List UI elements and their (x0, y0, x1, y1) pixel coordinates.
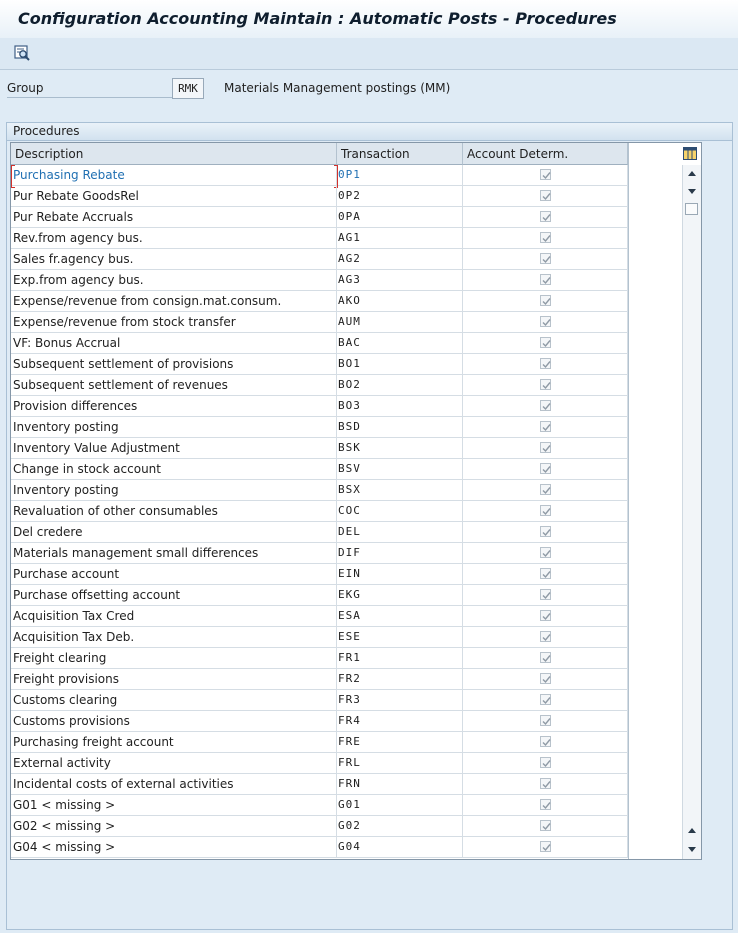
table-row[interactable] (11, 543, 628, 564)
table-row[interactable] (11, 669, 628, 690)
table-row[interactable] (11, 606, 628, 627)
cell-account-determ (463, 186, 628, 206)
cell-transaction[interactable]: G02 (337, 816, 463, 836)
cell-transaction[interactable]: AG2 (337, 249, 463, 269)
cell-transaction[interactable]: G04 (337, 837, 463, 857)
table-row[interactable] (11, 249, 628, 270)
cell-account-determ (463, 795, 628, 815)
panel-title: Procedures (13, 124, 80, 138)
cell-description[interactable]: Del credere (11, 522, 337, 542)
account-determ-checkbox[interactable] (540, 736, 551, 747)
cell-account-determ (463, 606, 628, 626)
account-determ-checkbox[interactable] (540, 694, 551, 705)
display-detail-icon[interactable] (12, 43, 32, 63)
cell-description[interactable]: Freight clearing (11, 648, 337, 668)
cell-description[interactable]: Subsequent settlement of revenues (11, 375, 337, 395)
account-determ-checkbox[interactable] (540, 337, 551, 348)
cell-description[interactable]: Purchasing Rebate (11, 165, 337, 185)
cell-transaction[interactable]: DIF (337, 543, 463, 563)
cell-description[interactable]: G01 < missing > (11, 795, 337, 815)
selection-marker-right (334, 165, 338, 188)
cell-account-determ (463, 480, 628, 500)
cell-transaction[interactable]: AG3 (337, 270, 463, 290)
group-label: Group (7, 81, 44, 95)
scroll-up-icon[interactable] (686, 168, 698, 180)
cell-transaction[interactable]: 0P2 (337, 186, 463, 206)
table-rows (11, 165, 628, 858)
cell-description[interactable]: Rev.from agency bus. (11, 228, 337, 248)
account-determ-checkbox[interactable] (540, 820, 551, 831)
table-row[interactable] (11, 585, 628, 606)
account-determ-checkbox[interactable] (540, 295, 551, 306)
account-determ-checkbox[interactable] (540, 358, 551, 369)
account-determ-checkbox[interactable] (540, 757, 551, 768)
cell-account-determ (463, 312, 628, 332)
scroll-down-icon[interactable] (686, 185, 698, 197)
cell-account-determ (463, 375, 628, 395)
cell-description[interactable]: G04 < missing > (11, 837, 337, 857)
cell-transaction[interactable]: AKO (337, 291, 463, 311)
cell-account-determ (463, 333, 628, 353)
account-determ-checkbox[interactable] (540, 484, 551, 495)
cell-description[interactable]: Inventory posting (11, 480, 337, 500)
account-determ-checkbox[interactable] (540, 799, 551, 810)
cell-transaction[interactable]: FR4 (337, 711, 463, 731)
table-row[interactable] (11, 417, 628, 438)
table-row[interactable] (11, 795, 628, 816)
table-row[interactable] (11, 270, 628, 291)
cell-account-determ (463, 228, 628, 248)
cell-transaction[interactable]: G01 (337, 795, 463, 815)
procedures-table (10, 142, 702, 860)
table-row[interactable] (11, 690, 628, 711)
page-down-icon[interactable] (686, 843, 698, 855)
cell-transaction[interactable]: ESE (337, 627, 463, 647)
account-determ-checkbox[interactable] (540, 652, 551, 663)
table-row[interactable] (11, 375, 628, 396)
account-determ-checkbox[interactable] (540, 232, 551, 243)
cell-description[interactable]: Revaluation of other consumables (11, 501, 337, 521)
cell-transaction[interactable]: DEL (337, 522, 463, 542)
account-determ-checkbox[interactable] (540, 778, 551, 789)
cell-account-determ (463, 438, 628, 458)
cell-account-determ (463, 690, 628, 710)
cell-account-determ (463, 291, 628, 311)
cell-description[interactable]: Purchase offsetting account (11, 585, 337, 605)
vertical-scrollbar[interactable] (682, 165, 702, 859)
cell-transaction[interactable]: BAC (337, 333, 463, 353)
group-field[interactable]: RMK (172, 78, 204, 99)
table-row[interactable] (11, 396, 628, 417)
table-row[interactable] (11, 207, 628, 228)
column-header-description[interactable]: Description (11, 143, 337, 165)
cell-transaction[interactable]: BO3 (337, 396, 463, 416)
cell-account-determ (463, 501, 628, 521)
selection-marker-left (11, 165, 15, 188)
panel-header (7, 123, 732, 141)
account-determ-checkbox[interactable] (540, 379, 551, 390)
cell-account-determ (463, 249, 628, 269)
cell-description[interactable]: Subsequent settlement of provisions (11, 354, 337, 374)
cell-transaction[interactable]: EIN (337, 564, 463, 584)
cell-transaction[interactable]: 0PA (337, 207, 463, 227)
account-determ-checkbox[interactable] (540, 568, 551, 579)
cell-description[interactable]: Provision differences (11, 396, 337, 416)
account-determ-checkbox[interactable] (540, 715, 551, 726)
table-row[interactable] (11, 564, 628, 585)
cell-description[interactable]: Acquisition Tax Deb. (11, 627, 337, 647)
cell-account-determ (463, 396, 628, 416)
cell-account-determ (463, 417, 628, 437)
cell-account-determ (463, 459, 628, 479)
cell-transaction[interactable]: AG1 (337, 228, 463, 248)
account-determ-checkbox[interactable] (540, 211, 551, 222)
account-determ-checkbox[interactable] (540, 190, 551, 201)
cell-transaction[interactable]: FRE (337, 732, 463, 752)
table-row[interactable] (11, 354, 628, 375)
cell-description[interactable]: Acquisition Tax Cred (11, 606, 337, 626)
cell-transaction[interactable]: FRN (337, 774, 463, 794)
cell-description[interactable]: Exp.from agency bus. (11, 270, 337, 290)
cell-description[interactable]: Freight provisions (11, 669, 337, 689)
cell-description[interactable]: Inventory posting (11, 417, 337, 437)
account-determ-checkbox[interactable] (540, 253, 551, 264)
cell-description[interactable]: Customs provisions (11, 711, 337, 731)
page-up-icon[interactable] (686, 825, 698, 837)
cell-description[interactable]: Materials management small differences (11, 543, 337, 563)
account-determ-checkbox[interactable] (540, 526, 551, 537)
cell-description[interactable]: Pur Rebate Accruals (11, 207, 337, 227)
table-row[interactable] (11, 753, 628, 774)
table-row[interactable] (11, 186, 628, 207)
cell-transaction[interactable]: BSV (337, 459, 463, 479)
table-row[interactable] (11, 816, 628, 837)
table-row[interactable] (11, 312, 628, 333)
account-determ-checkbox[interactable] (540, 316, 551, 327)
cell-description[interactable]: Change in stock account (11, 459, 337, 479)
cell-account-determ (463, 522, 628, 542)
table-row[interactable] (11, 459, 628, 480)
account-determ-checkbox[interactable] (540, 610, 551, 621)
account-determ-checkbox[interactable] (540, 547, 551, 558)
cell-account-determ (463, 270, 628, 290)
table-row[interactable] (11, 711, 628, 732)
table-row[interactable] (11, 165, 628, 186)
scroll-thumb[interactable] (685, 203, 698, 215)
cell-transaction[interactable]: ESA (337, 606, 463, 626)
cell-account-determ (463, 354, 628, 374)
table-row[interactable] (11, 627, 628, 648)
account-determ-checkbox[interactable] (540, 463, 551, 474)
cell-description[interactable]: Sales fr.agency bus. (11, 249, 337, 269)
cell-account-determ (463, 564, 628, 584)
cell-transaction[interactable]: 0P1 (337, 165, 463, 185)
cell-transaction[interactable]: EKG (337, 585, 463, 605)
table-row[interactable] (11, 648, 628, 669)
cell-account-determ (463, 165, 628, 185)
account-determ-checkbox[interactable] (540, 400, 551, 411)
cell-transaction[interactable]: FR2 (337, 669, 463, 689)
cell-account-determ (463, 648, 628, 668)
cell-description[interactable]: External activity (11, 753, 337, 773)
cell-transaction[interactable]: BSD (337, 417, 463, 437)
column-header-transaction[interactable]: Transaction (337, 143, 463, 165)
account-determ-checkbox[interactable] (540, 589, 551, 600)
account-determ-checkbox[interactable] (540, 841, 551, 852)
table-row[interactable] (11, 774, 628, 795)
account-determ-checkbox[interactable] (540, 421, 551, 432)
table-row[interactable] (11, 480, 628, 501)
table-empty-area (628, 143, 683, 859)
cell-account-determ (463, 543, 628, 563)
cell-description[interactable]: Inventory Value Adjustment (11, 438, 337, 458)
table-row[interactable] (11, 501, 628, 522)
column-header-account-determ[interactable]: Account Determ. (463, 143, 628, 165)
table-row[interactable] (11, 522, 628, 543)
account-determ-checkbox[interactable] (540, 631, 551, 642)
cell-account-determ (463, 816, 628, 836)
cell-transaction[interactable]: BO1 (337, 354, 463, 374)
account-determ-checkbox[interactable] (540, 442, 551, 453)
cell-transaction[interactable]: COC (337, 501, 463, 521)
group-description: Materials Management postings (MM) (224, 81, 451, 95)
cell-description[interactable]: G02 < missing > (11, 816, 337, 836)
cell-description[interactable]: Customs clearing (11, 690, 337, 710)
cell-description[interactable]: Purchase account (11, 564, 337, 584)
account-determ-checkbox[interactable] (540, 505, 551, 516)
cell-transaction[interactable]: BSK (337, 438, 463, 458)
cell-account-determ (463, 207, 628, 227)
cell-account-determ (463, 669, 628, 689)
table-row[interactable] (11, 228, 628, 249)
cell-transaction[interactable]: BO2 (337, 375, 463, 395)
cell-transaction[interactable]: AUM (337, 312, 463, 332)
cell-transaction[interactable]: FRL (337, 753, 463, 773)
cell-description[interactable]: VF: Bonus Accrual (11, 333, 337, 353)
window-title: Configuration Accounting Maintain : Automatic Posts - Procedures (18, 9, 617, 28)
account-determ-checkbox[interactable] (540, 673, 551, 684)
cell-account-determ (463, 585, 628, 605)
cell-transaction[interactable]: FR1 (337, 648, 463, 668)
cell-transaction[interactable]: FR3 (337, 690, 463, 710)
table-row[interactable] (11, 837, 628, 858)
cell-description[interactable]: Pur Rebate GoodsRel (11, 186, 337, 206)
cell-description[interactable]: Expense/revenue from consign.mat.consum. (11, 291, 337, 311)
account-determ-checkbox[interactable] (540, 169, 551, 180)
table-row[interactable] (11, 732, 628, 753)
account-determ-checkbox[interactable] (540, 274, 551, 285)
cell-description[interactable]: Incidental costs of external activities (11, 774, 337, 794)
cell-description[interactable]: Expense/revenue from stock transfer (11, 312, 337, 332)
cell-account-determ (463, 837, 628, 857)
cell-account-determ (463, 774, 628, 794)
table-row[interactable] (11, 333, 628, 354)
table-row[interactable] (11, 438, 628, 459)
cell-account-determ (463, 732, 628, 752)
table-settings-icon[interactable] (683, 147, 697, 160)
table-row[interactable] (11, 291, 628, 312)
group-label-row (7, 80, 172, 98)
cell-account-determ (463, 753, 628, 773)
cell-description[interactable]: Purchasing freight account (11, 732, 337, 752)
cell-account-determ (463, 627, 628, 647)
toolbar (0, 38, 738, 70)
cell-account-determ (463, 711, 628, 731)
cell-transaction[interactable]: BSX (337, 480, 463, 500)
title-bar (0, 0, 738, 39)
